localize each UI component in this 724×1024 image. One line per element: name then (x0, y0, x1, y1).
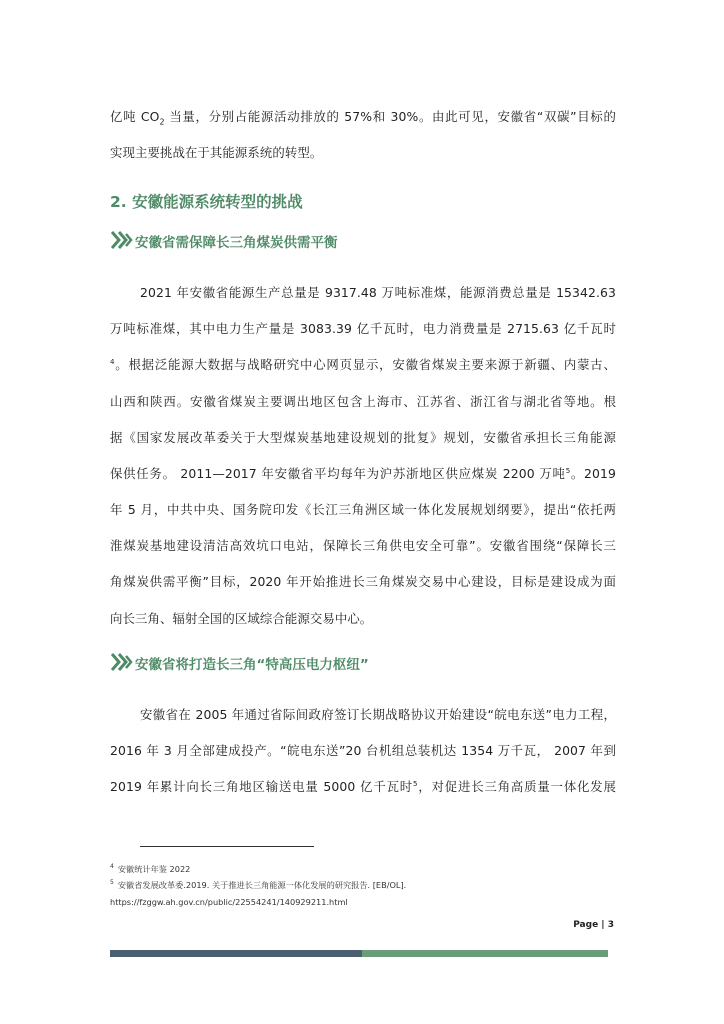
footer-bar-dark (110, 950, 362, 957)
paragraph-line: 安徽省在 2005 年通过省际间政府签订长期战略协议开始建设“皖电东送”电力工程， (140, 707, 616, 722)
footer-bar-light (362, 950, 608, 957)
paragraph-line: 年 5 月，中共中央、国务院印发《长江三角洲区域一体化发展规划纲要》，提出“依托两 (110, 502, 616, 517)
footnote: $^4$ 安徽统计年鉴 2022 (110, 863, 191, 874)
paragraph-line: 万吨标准煤，其中电力生产量是 3083.39 亿千瓦时，电力消费量是 2715.63 亿千瓦时 (110, 321, 616, 336)
paragraph-line: 据《国家发展改革委关于大型煤炭基地建设规划的批复》规划，安徽省承担长三角能源 (110, 430, 616, 445)
paragraph-line: 2016 年 3 月全部建成投产。“皖电东送”20 台机组总装机达 1354 万千瓦， 2007 年到 (110, 743, 616, 758)
subheading-label: 安徽省需保障长三角煤炭供需平衡 (135, 235, 338, 251)
footnote-ref[interactable]: 5 (413, 779, 418, 788)
subheading-label: 安徽省将打造长三角“特高压电力枢纽” (135, 657, 369, 673)
subheading-coal-balance (110, 226, 338, 252)
footnote-ref[interactable]: 5 (565, 466, 571, 475)
paragraph-line: 亿吨 $CO_2$ 当量，分别占能源活动排放的 57%和 30%。由此可见，安徽省“双碳”目标的 (110, 109, 617, 127)
footnote: $^5$ 安徽省发展改革委.2019. 关于推进长三角能源一体化发展的研究报告. [EB/OL]. (110, 879, 407, 890)
paragraph-line: $^4$。根据泛能源大数据与战略研究中心网页显示，安徽省煤炭主要来源于新疆、内蒙古、 (110, 357, 616, 372)
subheading-uhv-hub (110, 648, 369, 674)
paragraph-line: 保供任务。 2011—2017 年安徽省平均每年为沪苏浙地区供应煤炭 2200 万吨$^5$。2019 (110, 466, 616, 481)
double-chevron-icon (110, 650, 134, 674)
footnote-link[interactable]: https://fzggw.ah.gov.cn/public/22554241/140929211.html (110, 897, 348, 907)
paragraph-line: 2021 年安徽省能源生产总量是 9317.48 万吨标准煤，能源消费总量是 15342.63 (140, 285, 616, 300)
paragraph-line: 山西和陕西。安徽省煤炭主要调出地区包含上海市、江苏省、浙江省与湖北省等地。根 (110, 394, 616, 409)
footnote-divider (140, 846, 314, 847)
footnote-ref[interactable]: 4 (110, 357, 115, 366)
paragraph-line: 实现主要挑战在于其能源系统的转型。 (110, 145, 323, 160)
paragraph-line: 向长三角、辐射全国的区域综合能源交易中心。 (110, 611, 373, 626)
paragraph-line: 淮煤炭基地建设清洁高效坑口电站，保障长三角供电安全可靠”。安徽省围绕“保障长三 (110, 538, 616, 553)
page-number: Page | 3 (573, 920, 614, 930)
double-chevron-icon (110, 228, 134, 252)
section-title: 2. 安徽能源系统转型的挑战 (110, 193, 303, 211)
paragraph-line: 2019 年累计向长三角地区输送电量 5000 亿千瓦时$^5$，对促进长三角高质量一体化发展 (110, 779, 617, 794)
paragraph-line: 角煤炭供需平衡”目标，2020 年开始推进长三角煤炭交易中心建设，目标是建设成为面 (110, 574, 616, 589)
